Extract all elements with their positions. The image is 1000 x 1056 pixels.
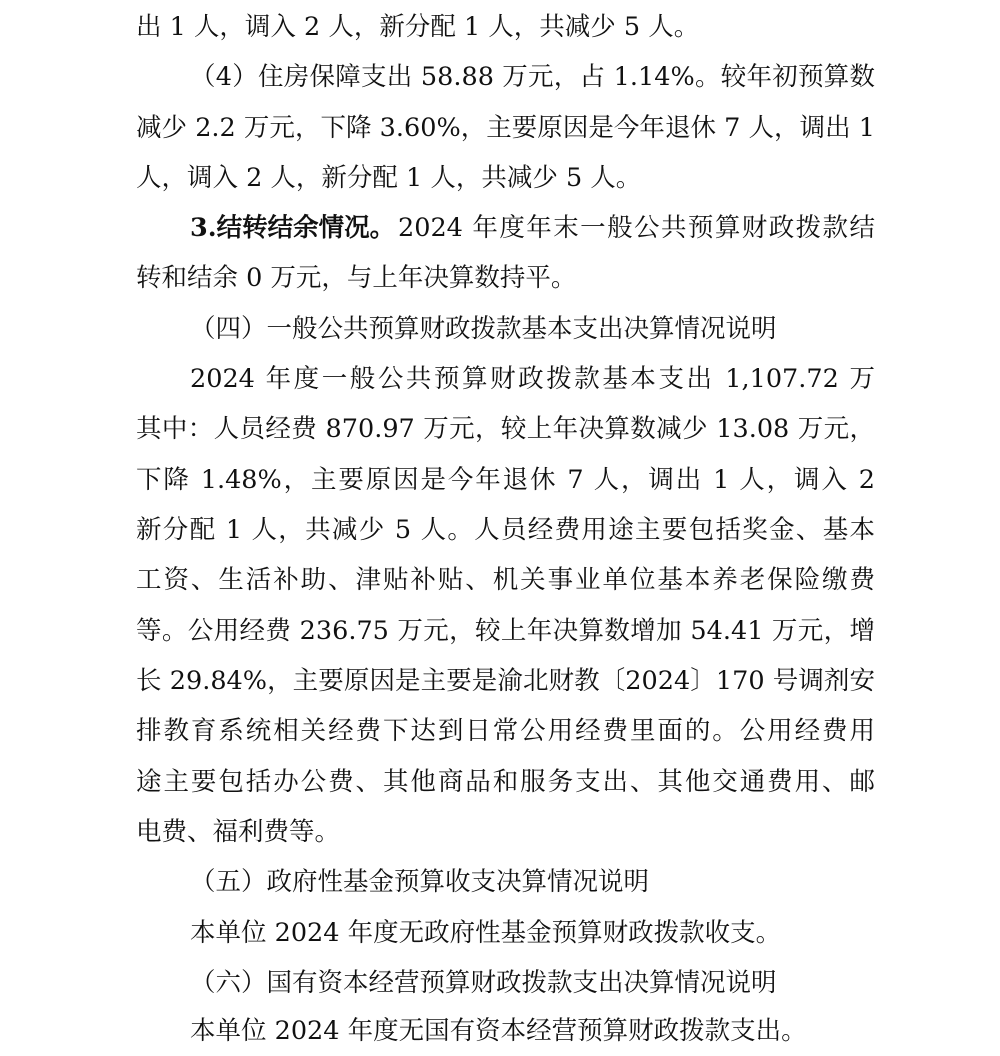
line-text: 出 1 人，调入 2 人，新分配 1 人，共减少 5 人。 — [136, 12, 700, 42]
line-text: 2024 年度一般公共预算财政拨款基本支出 1,107.72 万 — [190, 364, 875, 394]
line-text: 减少 2.2 万元，下降 3.60%，主要原因是今年退休 7 人，调出 1 — [136, 113, 875, 143]
line-text: 人，调入 2 人，新分配 1 人，共减少 5 人。 — [136, 163, 642, 193]
line-text: （4）住房保障支出 58.88 万元，占 1.14%。较年初预算数 — [190, 62, 875, 92]
line-text: 工资、生活补助、津贴补贴、机关事业单位基本养老保险缴费 — [136, 565, 875, 595]
paragraph-line — [0, 606, 1000, 656]
heading-text: （五）政府性基金预算收支决算情况说明 — [190, 867, 650, 897]
paragraph-line — [0, 757, 1000, 807]
line-text: 等。公用经费 236.75 万元，较上年决算数增加 54.41 万元，增 — [136, 616, 875, 646]
paragraph-line — [0, 656, 1000, 706]
paragraph-line — [0, 555, 1000, 605]
heading-text: （六）国有资本经营预算财政拨款支出决算情况说明 — [190, 968, 777, 998]
line-text: 长 29.84%，主要原因是主要是渝北财教〔2024〕170 号调剂安 — [136, 666, 875, 696]
carryover-heading: 3.结转结余情况。 — [190, 213, 396, 243]
line-text: 其中：人员经费 870.97 万元，较上年决算数减少 13.08 万元， — [136, 414, 875, 444]
section-heading — [0, 857, 1000, 907]
paragraph-line — [0, 807, 1000, 857]
line-text: 本单位 2024 年度无政府性基金预算财政拨款收支。 — [190, 918, 782, 948]
paragraph-line — [0, 103, 1000, 153]
section-heading — [0, 304, 1000, 354]
paragraph-line — [0, 404, 1000, 454]
paragraph-line — [0, 455, 1000, 505]
paragraph-line — [0, 52, 1000, 102]
line-text: 本单位 2024 年度无国有资本经营预算财政拨款支出。 — [190, 1016, 807, 1046]
paragraph-line — [0, 253, 1000, 303]
line-text: 下降 1.48%，主要原因是今年退休 7 人，调出 1 人，调入 2 — [136, 465, 875, 495]
paragraph-line — [0, 908, 1000, 958]
line-text: 新分配 1 人，共减少 5 人。人员经费用途主要包括奖金、基本 — [136, 515, 875, 545]
line-text: 排教育系统相关经费下达到日常公用经费里面的。公用经费用 — [136, 716, 875, 746]
heading-text: （四）一般公共预算财政拨款基本支出决算情况说明 — [190, 314, 777, 344]
line-text: 转和结余 0 万元，与上年决算数持平。 — [136, 263, 577, 293]
paragraph-line — [0, 706, 1000, 756]
section-heading — [0, 958, 1000, 1008]
paragraph-line — [0, 354, 1000, 404]
paragraph-line — [0, 1006, 1000, 1056]
paragraph-line — [0, 153, 1000, 203]
line-text: 2024 年度年末一般公共预算财政拨款结 — [398, 213, 875, 243]
paragraph-line — [0, 505, 1000, 555]
paragraph-line — [0, 203, 1000, 253]
line-text: 途主要包括办公费、其他商品和服务支出、其他交通费用、邮 — [136, 767, 875, 797]
line-text: 电费、福利费等。 — [136, 817, 341, 847]
paragraph-line — [0, 2, 1000, 52]
